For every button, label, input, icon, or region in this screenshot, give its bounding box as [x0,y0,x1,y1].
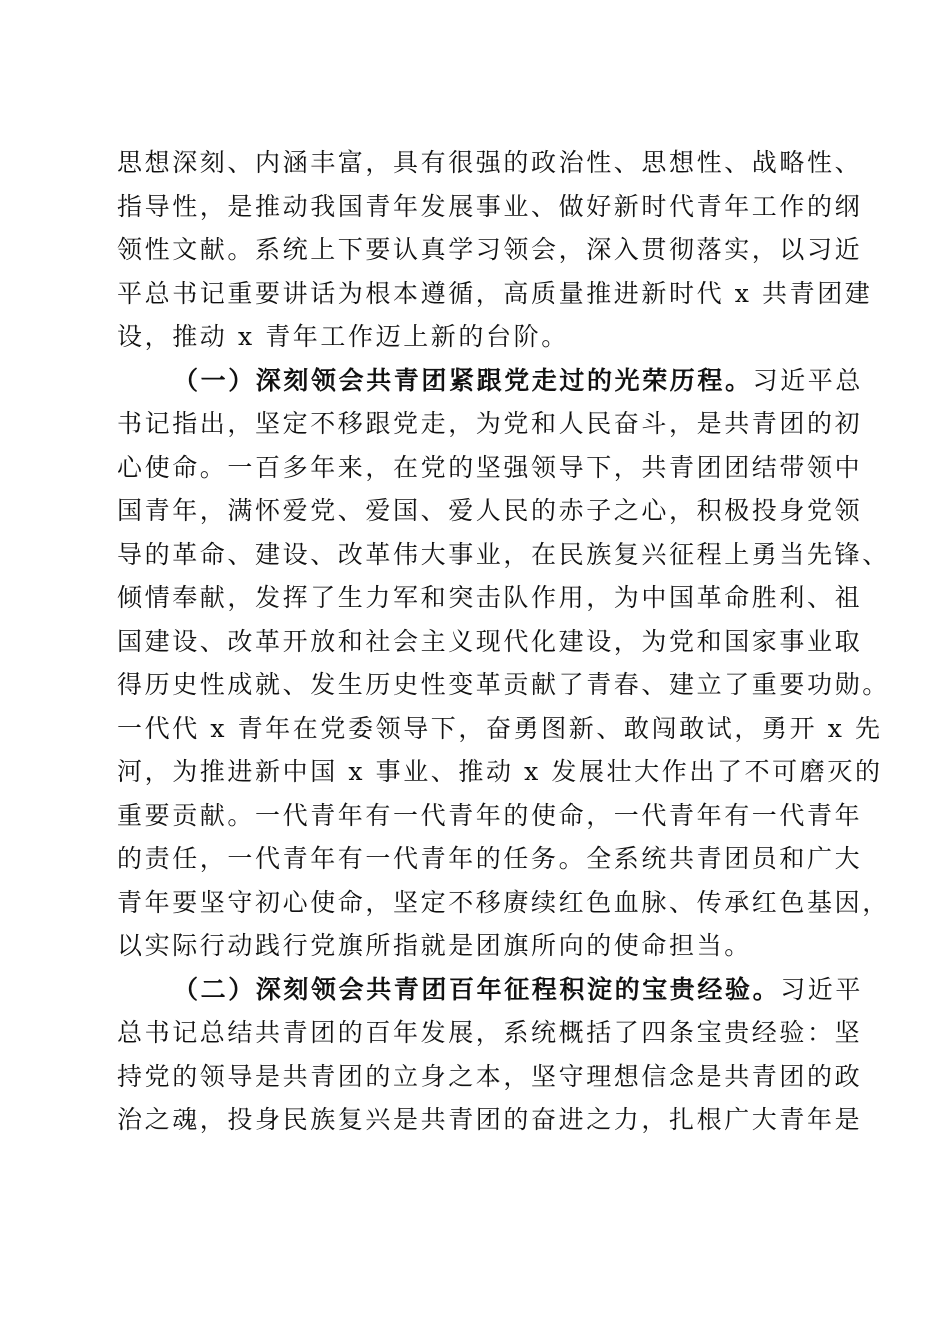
text-line: 河，为推进新中国 x 事业、推动 x 发展壮大作出了不可磨灭的 [117,757,883,786]
text-line: 平总书记重要讲话为根本遵循，高质量推进新时代 x 共青团建 [117,278,873,308]
document-body [117,141,890,1142]
paragraph-intro [117,141,873,359]
text-line: 青年要坚守初心使命，坚定不移赓续红色血脉、传承红色基因， [117,887,890,917]
text-line: 以实际行动践行党旗所指就是团旗所向的使命担当。 [117,931,752,960]
text-line: 心使命。一百多年来，在党的坚强领导下，共青团团结带领中 [117,452,863,482]
text-line: 指导性，是推动我国青年发展事业、做好新时代青年工作的纲 [117,191,863,221]
text-line: 书记指出，坚定不移跟党走，为党和人民奋斗，是共青团的初 [117,409,863,438]
section-heading-1: （一）深刻领会共青团紧跟党走过的光荣历程。 [173,365,753,395]
text-line [117,359,864,403]
text-line: 思想深刻、内涵丰富，具有很强的政治性、思想性、战略性、 [117,148,863,177]
text-line: 重要贡献。一代青年有一代青年的使命，一代青年有一代青年 [117,800,863,830]
paragraph-section-2 [117,968,864,1142]
text-line: 导的革命、建设、改革伟大事业，在民族复兴征程上勇当先锋、 [117,539,890,569]
text-line [117,968,864,1012]
text-line: 国青年，满怀爱党、爱国、爱人民的赤子之心，积极投身党领 [117,496,863,525]
text-run: 习近平 [780,974,864,1004]
text-run: 习近平总 [752,365,864,395]
text-line: 领性文献。系统上下要认真学习领会，深入贯彻落实，以习近 [117,235,863,264]
text-line: 一代代 x 青年在党委领导下，奋勇图新、敢闯敢试，勇开 x 先 [117,713,883,743]
section-heading-2: （二）深刻领会共青团百年征程积淀的宝贵经验。 [173,974,781,1004]
text-line: 设，推动 x 青年工作迈上新的台阶。 [117,322,569,351]
text-line: 得历史性成就、发生历史性变革贡献了青春、建立了重要功勋。 [117,670,890,699]
text-line: 治之魂，投身民族复兴是共青团的奋进之力，扎根广大青年是 [117,1105,863,1134]
text-line: 国建设、改革开放和社会主义现代化建设，为党和国家事业取 [117,626,863,656]
text-line: 倾情奉献，发挥了生力军和突击队作用，为中国革命胜利、祖 [117,583,863,612]
paragraph-section-1 [117,359,890,968]
text-line: 总书记总结共青团的百年发展，系统概括了四条宝贵经验：坚 [117,1018,863,1047]
text-line: 持党的领导是共青团的立身之本，坚守理想信念是共青团的政 [117,1061,863,1091]
text-line: 的责任，一代青年有一代青年的任务。全系统共青团员和广大 [117,844,863,873]
